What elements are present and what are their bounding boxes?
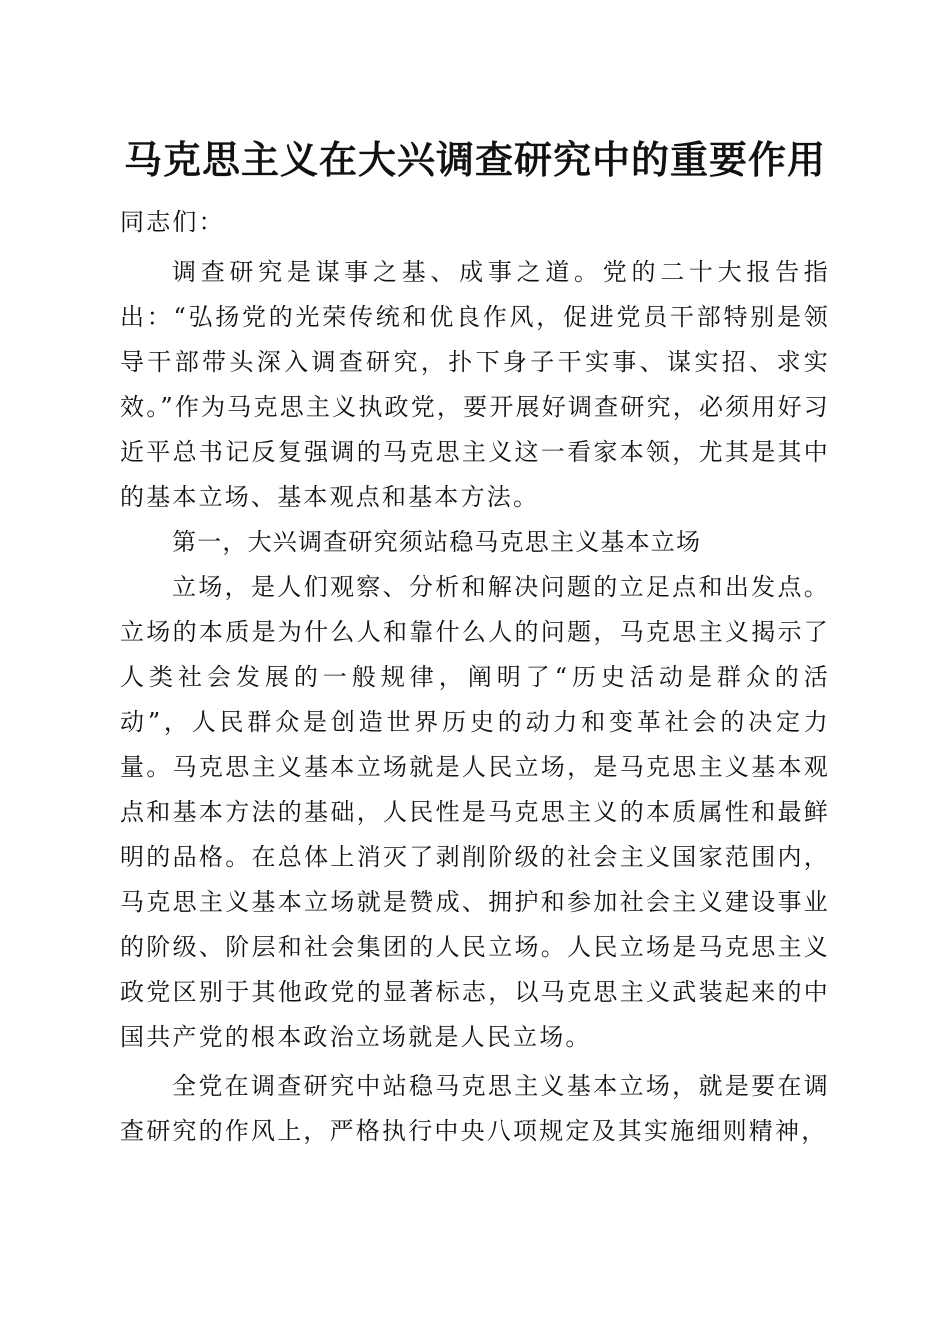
paragraph-party: 全党在调查研究中站稳马克思主义基本立场，就是要在调查研究的作风上，严格执行中央八项规定及其实施细则精神， xyxy=(120,1072,830,1145)
salutation: 同志们： xyxy=(120,208,225,236)
paragraph-intro: 调查研究是谋事之基、成事之道。党的二十大报告指出：“弘扬党的光荣传统和优良作风，促进党员干部特别是领导干部带头深入调查研究，扑下身子干实事、谋实招、求实效。”作为马克思主义执政党，要开展好调查研究，必须用好习近平总书记反复强调的马克思主义这一看家本领，尤其是其中的基本立场、基本观点和基本方法。 xyxy=(120,258,830,511)
paragraph-standpoint: 立场，是人们观察、分析和解决问题的立足点和出发点。立场的本质是为什么人和靠什么人的问题，马克思主义揭示了人类社会发展的一般规律，阐明了“历史活动是群众的活动”，人民群众是创造世界历史的动力和变革社会的决定力量。马克思主义基本立场就是人民立场，是马克思主义基本观点和基本方法的基础，人民性是马克思主义的本质属性和最鲜明的品格。在总体上消灭了剥削阶级的社会主义国家范围内，马克思主义基本立场就是赞成、拥护和参加社会主义建设事业的阶级、阶层和社会集团的人民立场。人民立场是马克思主义政党区别于其他政党的显著标志，以马克思主义武装起来的中国共产党的根本政治立场就是人民立场。 xyxy=(120,573,830,1051)
document-body xyxy=(120,200,830,1154)
document-title: 马克思主义在大兴调查研究中的重要作用 xyxy=(123,137,826,182)
section-heading-1: 第一，大兴调查研究须站稳马克思主义基本立场 xyxy=(172,528,702,556)
